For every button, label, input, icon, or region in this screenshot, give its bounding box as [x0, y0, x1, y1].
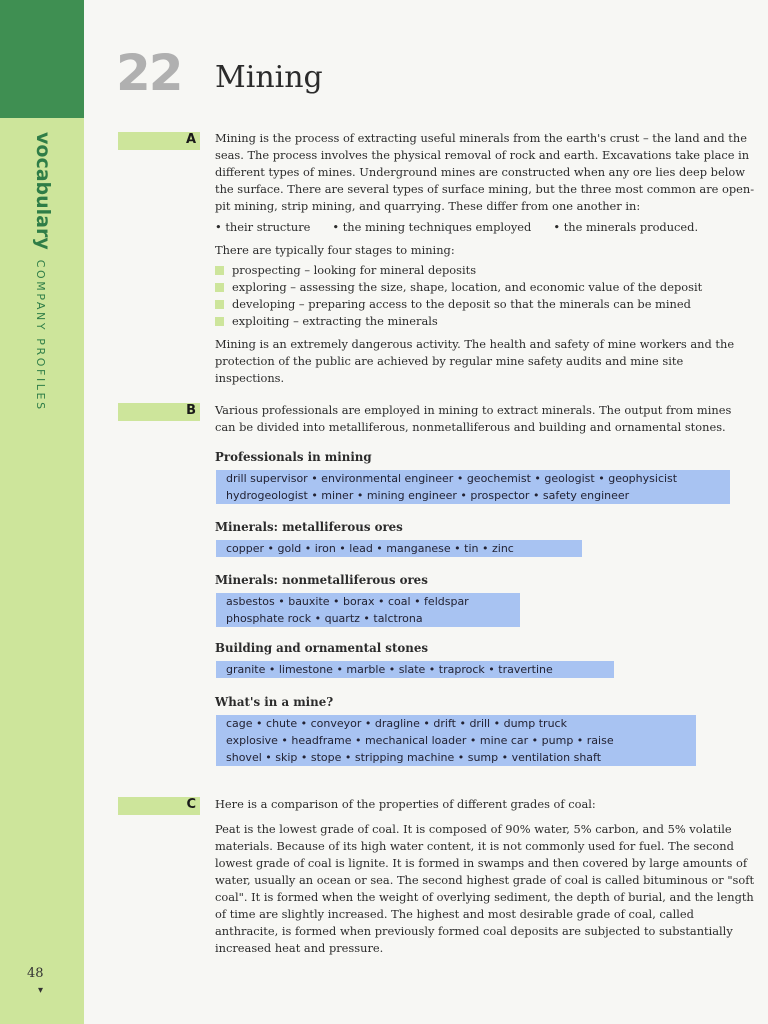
section-c-tag: C [118, 797, 200, 815]
sidebar-label [30, 132, 54, 412]
group-heading: Professionals in mining [215, 450, 372, 464]
word-box-professionals: drill supervisor • environmental engineer • geochemist • geologist • geophysicist hydrogeologist • miner • mining engineer • prospector • safety engineer [216, 470, 730, 504]
group-heading: Minerals: metalliferous ores [215, 520, 403, 534]
sidebar-header-band [0, 0, 84, 118]
mining-differences-list [215, 219, 755, 236]
section-b-tag: B [118, 403, 200, 421]
section-a [215, 130, 755, 387]
list-item: • the mining techniques employed [332, 220, 532, 234]
section-c-intro: Here is a comparison of the properties of different grades of coal: [215, 797, 596, 811]
group-heading: Minerals: nonmetalliferous ores [215, 573, 428, 587]
section-a-tag: A [118, 132, 200, 150]
page-mark: ▾ [38, 985, 44, 996]
list-item: prospecting – looking for mineral deposits [215, 262, 755, 279]
unit-number: 22 [116, 44, 182, 102]
sidebar-vocabulary: vocabulary [32, 132, 54, 250]
section-a-paragraph-1: Mining is the process of extracting useful minerals from the earth's crust – the land and the seas. The process involves the physical removal of rock and earth. Excavations take place in different types of mines. Underground mines are constructed when any ore lies deep below the surface. There are several types of surface mining, but the three most common are open-pit mining, strip mining, and quarrying. These differ from one another in: [215, 131, 755, 213]
sidebar-company-profiles: COMPANY PROFILES [34, 259, 47, 412]
word-box-mine: cage • chute • conveyor • dragline • drift • drill • dump truck explosive • headframe • mechanical loader • mine car • pump • raise shovel • skip • stope • stripping machine • sump • ventilation shaft [216, 715, 696, 766]
word-box-metalliferous: copper • gold • iron • lead • manganese • tin • zinc [216, 540, 582, 557]
page-title: Mining [215, 60, 323, 95]
list-item: exploiting – extracting the minerals [215, 313, 755, 330]
section-a-paragraph-2: Mining is an extremely dangerous activity. The health and safety of mine workers and the protection of the public are achieved by regular mine safety audits and mine site inspections. [215, 337, 735, 385]
section-b-intro: Various professionals are employed in mining to extract minerals. The output from mines can be divided into metalliferous, nonmetalliferous and building and ornamental stones. [215, 403, 732, 434]
page-number: 48 [27, 966, 44, 981]
list-item: developing – preparing access to the deposit so that the minerals can be mined [215, 296, 755, 313]
list-item: exploring – assessing the size, shape, location, and economic value of the deposit [215, 279, 755, 296]
word-box-nonmetalliferous: asbestos • bauxite • borax • coal • feldspar phosphate rock • quartz • talctrona [216, 593, 520, 627]
group-heading: Building and ornamental stones [215, 641, 428, 655]
list-item: • the minerals produced. [553, 220, 699, 234]
stages-intro: There are typically four stages to mining: [215, 243, 455, 257]
section-c [215, 796, 755, 957]
section-c-body: Peat is the lowest grade of coal. It is composed of 90% water, 5% carbon, and 5% volatile materials. Because of its high water content, it is not commonly used for fuel. The second lowest grade of coal is lignite. It is formed in swamps and then covered by large amounts of water, usually an ocean or sea. The second highest grade of coal is called bituminous or "soft coal". It is formed when the weight of overlying sediment, the depth of burial, and the length of time are slightly increased. The highest and most desirable grade of coal, called anthracite, is formed when previously formed coal deposits are subjected to substantially increased heat and pressure. [215, 822, 755, 955]
word-box-stones: granite • limestone • marble • slate • traprock • travertine [216, 661, 614, 678]
group-heading: What's in a mine? [215, 695, 334, 709]
list-item: • their structure [215, 220, 311, 234]
